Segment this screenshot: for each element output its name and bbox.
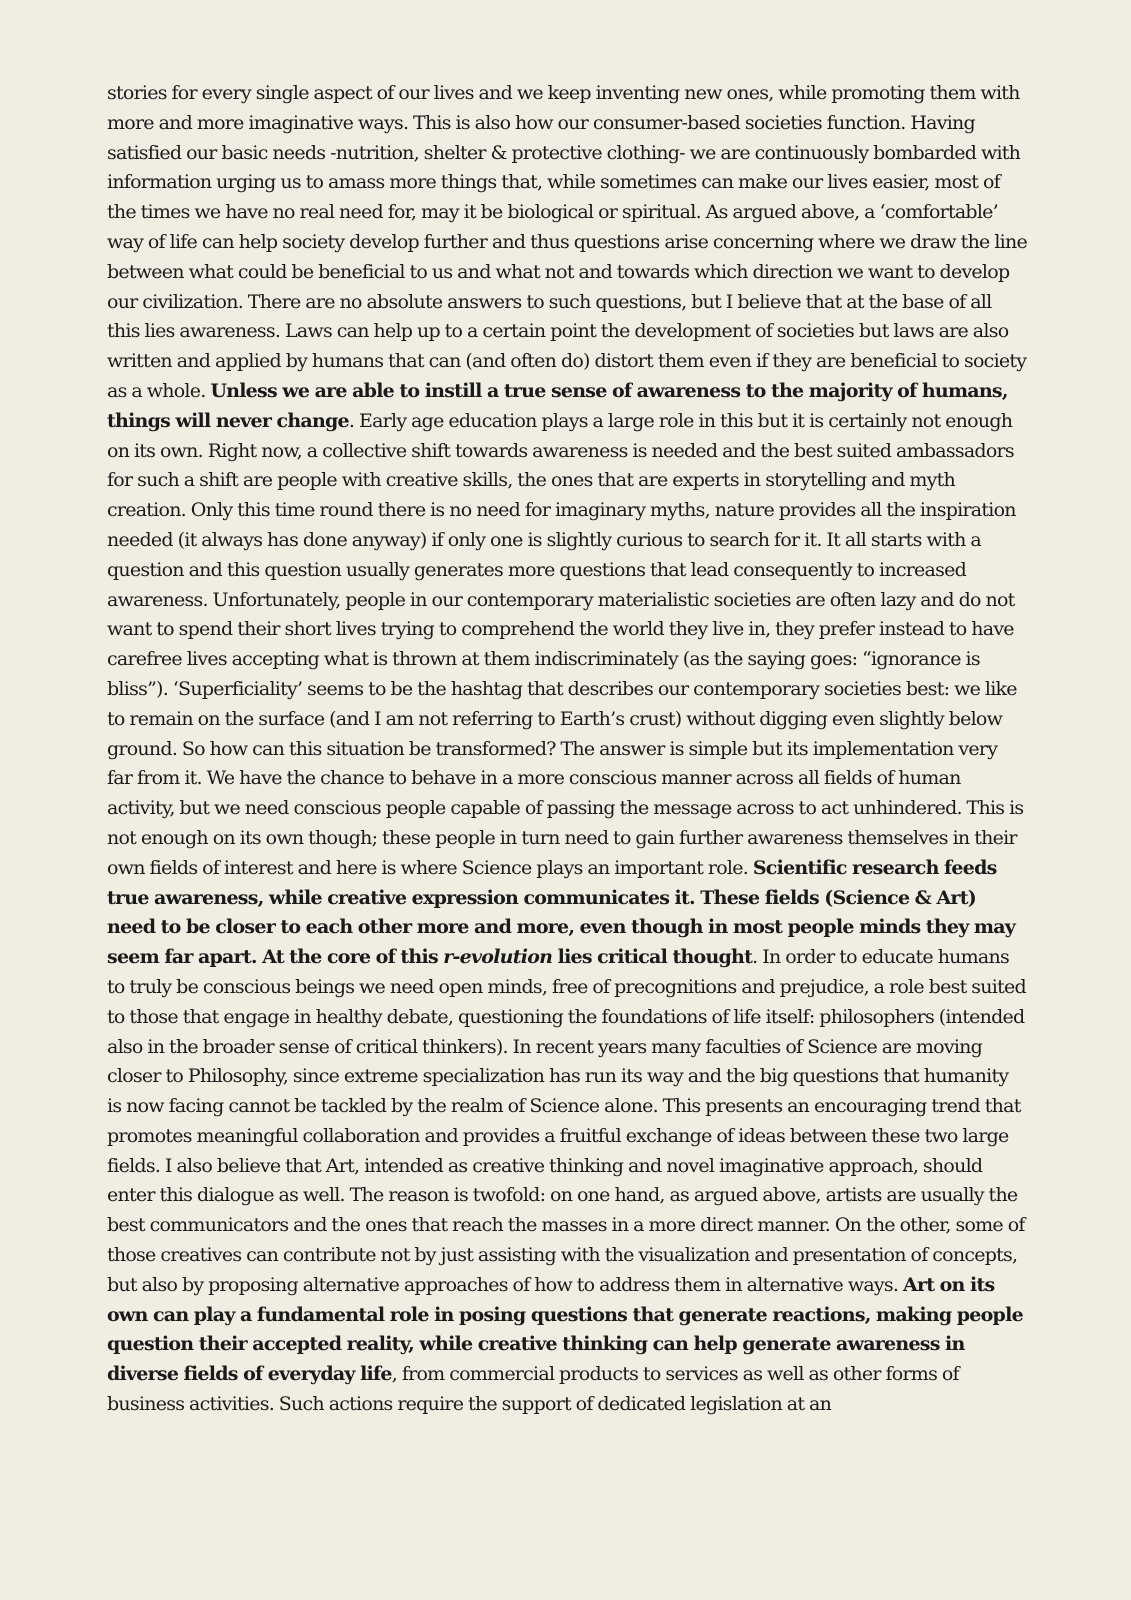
emphasis-science-art: Scientific research feeds true awareness, while creative expression communicates it. These fields (Science & Art) need to be closer to each other more and more, even though in most people minds they may seem far apart. At the core of this [107,856,1016,969]
text-segment: , from commercial products to services as well as other forms of business activities. Such actions require the support of dedicated legislation at an [107,1363,959,1416]
emphasis-art-role: Art on its own can play a fundamental role in posing questions that generate reactions, making people question their accepted reality, while creative thinking can help generate awareness in diverse fields of everyday life [107,1273,1023,1386]
emphasis-awareness: Unless we are able to instill a true sense of awareness to the majority of humans, things will never change [107,379,1008,432]
emphasis-r-evolution: r-evolution [443,946,553,969]
body-paragraph [107,79,1027,1420]
text-segment: . Early age education plays a large role in this but it is certainly not enough on its own. Right now, a collective shift towards awareness is needed and the best suited ambassadors for such a shift are people with creative skills, the ones that are experts in storytelling and myth creation. Only this time round there is no need for imaginary myths, nature provides all the inspiration needed (it always has done anyway) if only one is slightly curious to search for it. It all starts with a question and this question usually generates more questions that lead consequently to increased awareness. Unfortunately, people in our contemporary materialistic societies are often lazy and do not want to spend their short lives trying to comprehend the world they live in, they prefer instead to have carefree lives accepting what is thrown at them indiscriminately (as the saying goes: “ignorance is bliss”). ‘Superficiality’ seems to be the hashtag that describes our contemporary societies best: we like to remain on the surface (and I am not referring to Earth’s crust) without digging even slightly below ground. So how can this situation be transformed? The answer is simple but its implementation very far from it. We have the chance to behave in a more conscious manner across all fields of human activity, but we need conscious people capable of passing the message across to act unhindered. This is not enough on its own though; these people in turn need to gain further awareness themselves in their own fields of interest and here is where Science plays an important role. [107,409,1024,879]
text-segment: . In order to educate humans to truly be conscious beings we need open minds, free of precognitions and prejudice, a role best suited to those that engage in healthy debate, questioning the foundations of life itself: philosophers (intended also in the broader sense of critical thinkers). In recent years many faculties of Science are moving closer to Philosophy, since extreme specialization has run its way and the big questions that humanity is now facing cannot be tackled by the realm of Science alone. This presents an encouraging trend that promotes meaningful collaboration and provides a fruitful exchange of ideas between these two large fields. I also believe that Art, intended as creative thinking and novel imaginative approach, should enter this dialogue as well. The reason is twofold: on one hand, as argued above, artists are usually the best communicators and the ones that reach the masses in a more direct manner. On the other, some of those creatives can contribute not by just assisting with the visualization and presentation of concepts, but also by proposing alternative approaches of how to address them in alternative ways. [107,946,1026,1296]
emphasis-critical-thought: lies critical thought [552,946,753,969]
document-page [107,79,1027,1420]
text-segment: stories for every single aspect of our lives and we keep inventing new ones, while promoting them with more and more imaginative ways. This is also how our consumer-based societies function. Having satisfied our basic needs -nutrition, shelter & protective clothing- we are continuously bombarded with information urging us to amass more things that, while sometimes can make our lives easier, most of the times we have no real need for, may it be biological or spiritual. As argued above, a ‘comfortable’ way of life can help society develop further and thus questions arise concerning where we draw the line between what could be beneficial to us and what not and towards which direction we want to develop our civilization. There are no absolute answers to such questions, but I believe that at the base of all this lies awareness. Laws can help up to a certain point the development of societies but laws are also written and applied by humans that can (and often do) distort them even if they are beneficial to society as a whole. [107,82,1027,402]
